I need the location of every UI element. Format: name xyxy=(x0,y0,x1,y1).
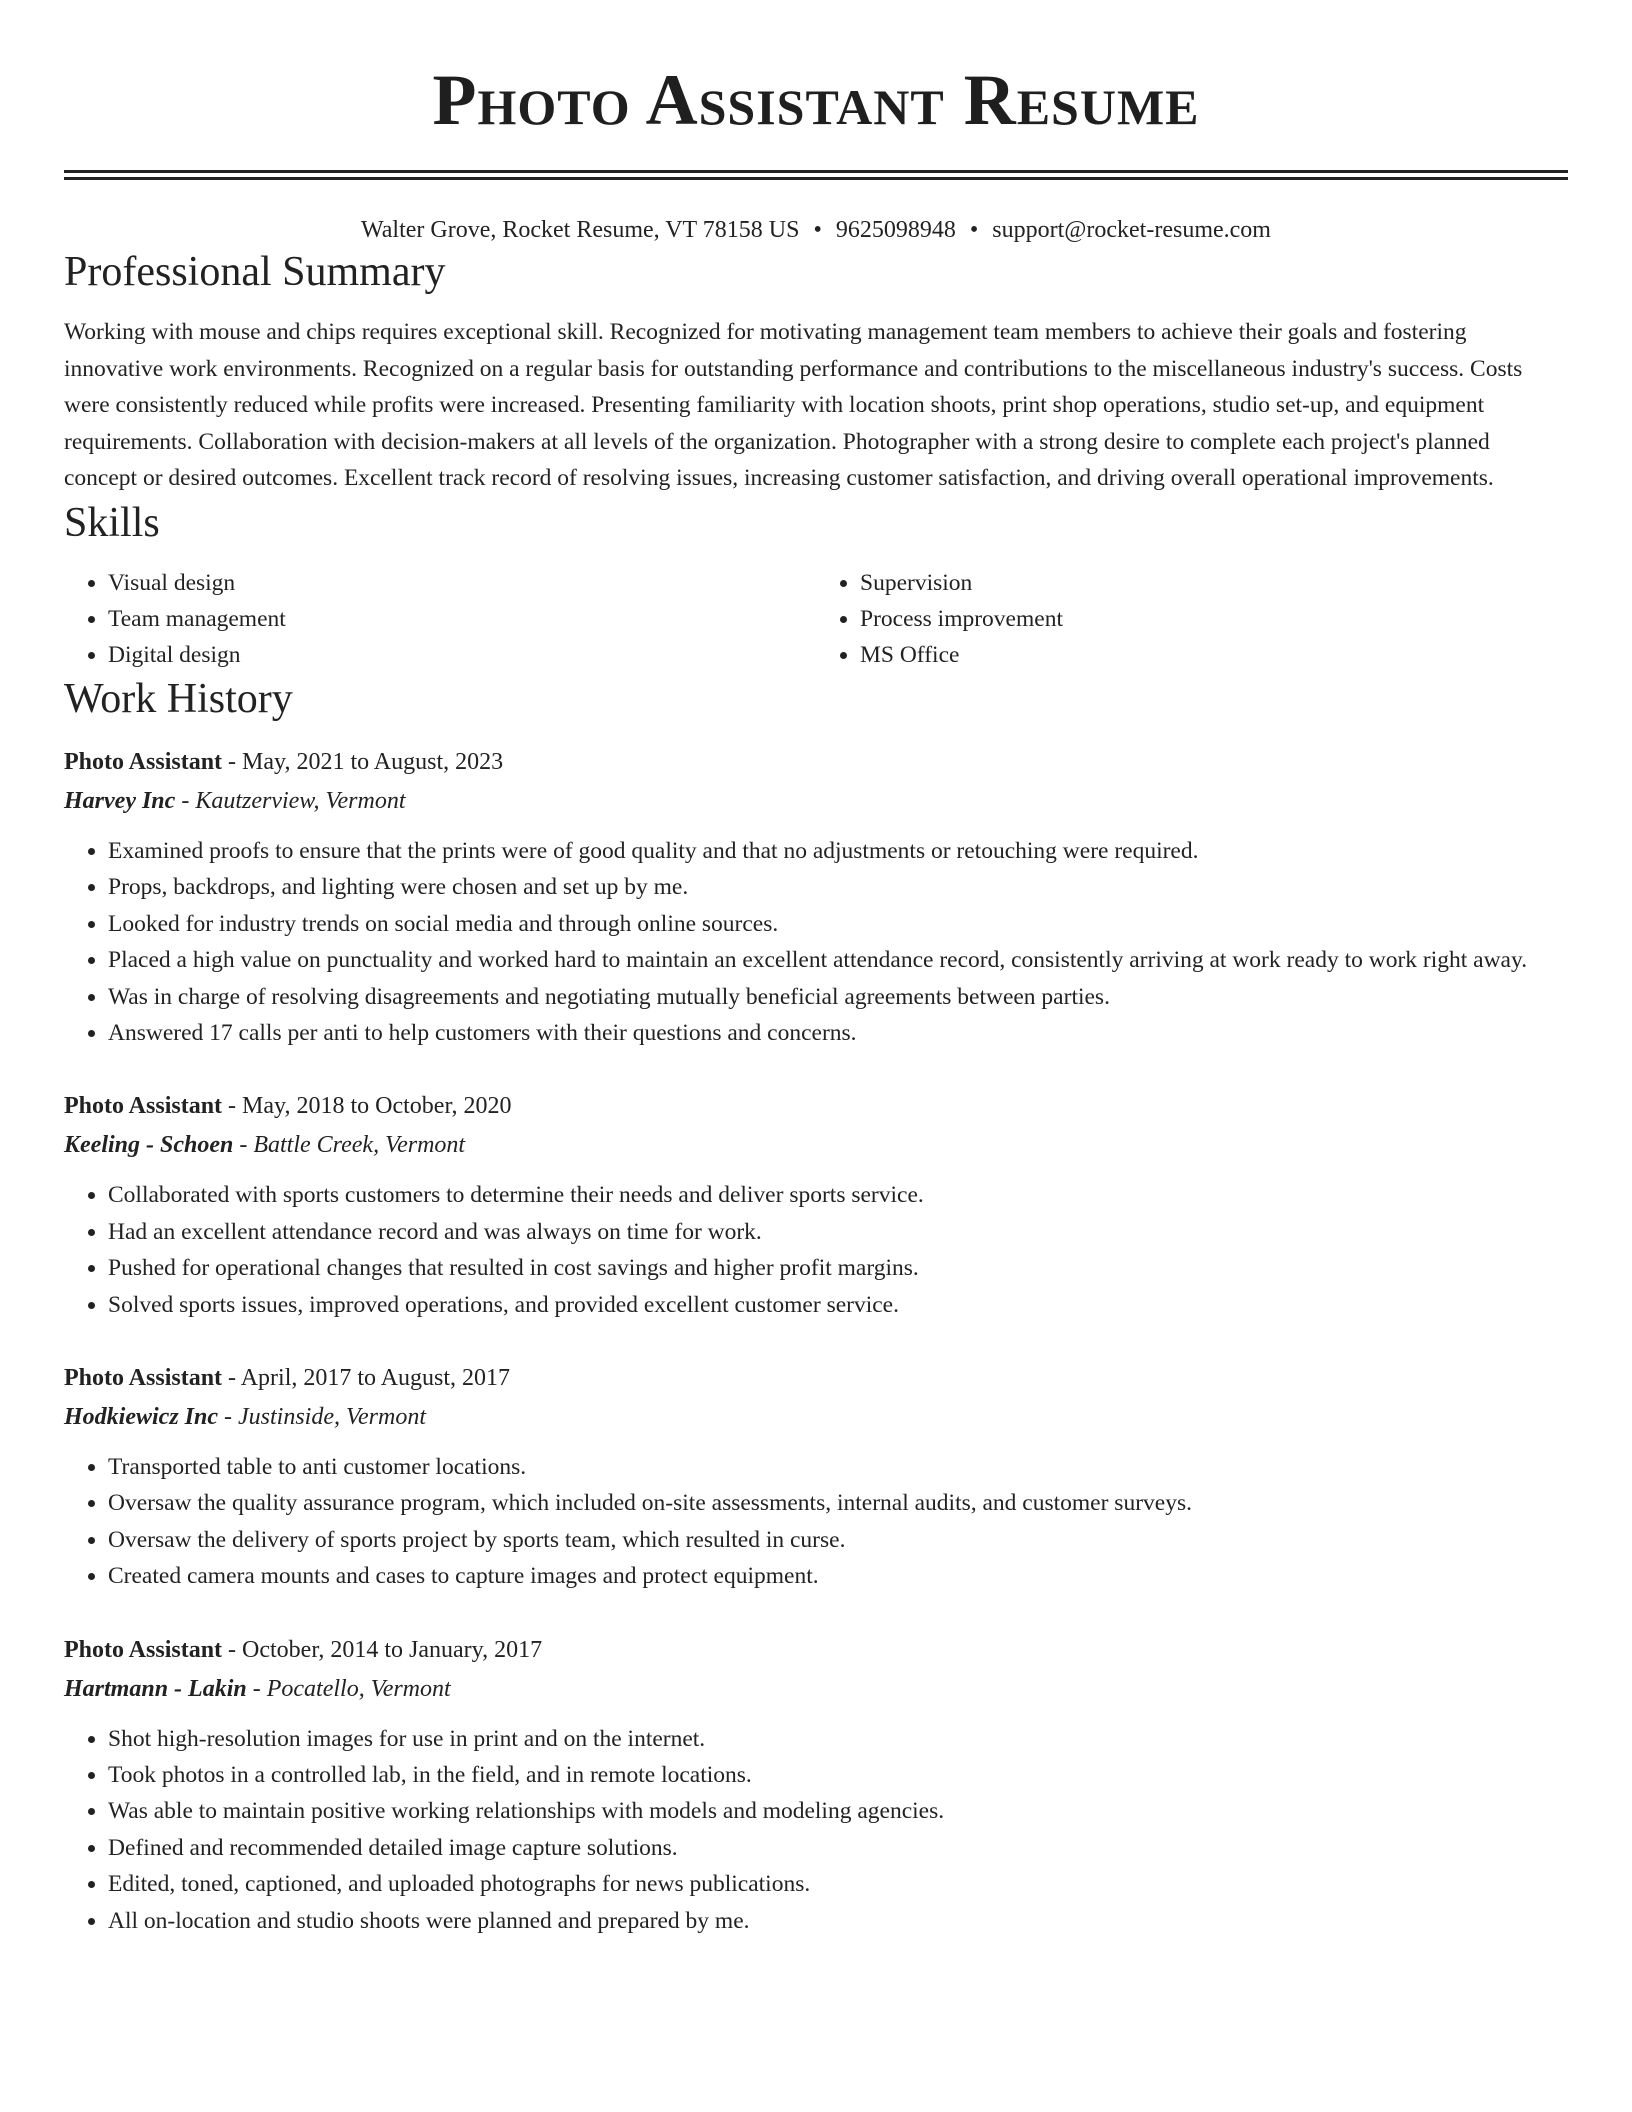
job-dates: October, 2014 to January, 2017 xyxy=(242,1636,543,1663)
job-entry xyxy=(64,1631,1568,1939)
job-bullets xyxy=(64,1177,1568,1323)
job-entry xyxy=(64,1087,1568,1323)
job-bullet: • Transported table to anti customer locations. xyxy=(108,1449,1568,1485)
skill-item: • MS Office xyxy=(860,637,1568,673)
contact-line xyxy=(64,214,1568,246)
job-title-line xyxy=(64,1631,1568,1669)
dash-separator: - xyxy=(222,1093,243,1120)
job-title: Photo Assistant xyxy=(64,1636,223,1663)
job-title-line xyxy=(64,743,1568,781)
dash-separator: - xyxy=(218,1404,238,1431)
job-entry xyxy=(64,1359,1568,1595)
company-name: Hodkiewicz Inc xyxy=(64,1404,218,1431)
skill-item: • Visual design xyxy=(108,565,816,601)
job-bullet: • Collaborated with sports customers to determine their needs and deliver sports service. xyxy=(108,1177,1568,1213)
job-bullet: • Examined proofs to ensure that the prints were of good quality and that no adjustments or retouching were required. xyxy=(108,833,1568,869)
company-location: Pocatello, Vermont xyxy=(266,1675,451,1702)
work-history-heading: Work History xyxy=(64,675,293,722)
job-bullet: • Shot high-resolution images for use in print and on the internet. xyxy=(108,1721,1568,1757)
job-bullet: • Placed a high value on punctuality and worked hard to maintain an excellent attendance record, consistently arriving at work ready to work right away. xyxy=(108,942,1568,978)
job-dates: April, 2017 to August, 2017 xyxy=(240,1365,511,1392)
company-name: Harvey Inc xyxy=(64,787,176,814)
job-bullet: • Looked for industry trends on social media and through online sources. xyxy=(108,906,1568,942)
job-bullet: • All on-location and studio shoots were planned and prepared by me. xyxy=(108,1903,1568,1939)
job-bullet: • Oversaw the quality assurance program, which included on-site assessments, internal audits, and customer surveys. xyxy=(108,1485,1568,1521)
company-name: Keeling - Schoen xyxy=(64,1132,234,1159)
skills-columns xyxy=(64,565,1568,673)
job-bullet: • Was able to maintain positive working relationships with models and modeling agencies. xyxy=(108,1793,1568,1829)
job-bullets xyxy=(64,833,1568,1051)
skill-item: • Digital design xyxy=(108,637,816,673)
skills-heading: Skills xyxy=(64,499,160,546)
summary-text: Working with mouse and chips requires exceptional skill. Recognized for motivating management team members to achieve their goals and fostering innovative work environments. Recognized on a regular basis for outstanding performance and contributions to the miscellaneous industry's success. Costs were consistently reduced while profits were increased. Presenting familiarity with location shoots, print shop operations, studio set-up, and equipment requirements. Collaboration with decision-makers at all levels of the organization. Photographer with a strong desire to complete each project's planned concept or desired outcomes. Excellent track record of resolving issues, increasing customer satisfaction, and driving overall operational improvements. xyxy=(64,319,1523,492)
skill-item: • Supervision xyxy=(860,565,1568,601)
skills-list-left xyxy=(64,565,816,673)
summary-heading: Professional Summary xyxy=(64,249,446,295)
job-bullet: • Took photos in a controlled lab, in the field, and in remote locations. xyxy=(108,1757,1568,1793)
job-bullet: • Solved sports issues, improved operations, and provided excellent customer service. xyxy=(108,1287,1568,1323)
job-bullet: • Oversaw the delivery of sports project by sports team, which resulted in curse. xyxy=(108,1522,1568,1558)
title-double-rule xyxy=(64,170,1568,180)
job-title-line xyxy=(64,1087,1568,1125)
skill-item: • Process improvement xyxy=(860,601,1568,637)
job-bullet: • Pushed for operational changes that resulted in cost savings and higher profit margins. xyxy=(108,1250,1568,1286)
job-dates: May, 2018 to October, 2020 xyxy=(242,1093,512,1120)
company-line xyxy=(64,781,1568,821)
skill-item: • Team management xyxy=(108,601,816,637)
company-location: Battle Creek, Vermont xyxy=(253,1132,466,1159)
job-bullet: • Edited, toned, captioned, and uploaded photographs for news publications. xyxy=(108,1866,1568,1902)
job-bullet: • Created camera mounts and cases to capture images and protect equipment. xyxy=(108,1558,1568,1594)
resume-title: Photo Assistant Resume xyxy=(432,60,1200,140)
contact-email: support@rocket-resume.com xyxy=(992,217,1271,243)
dash-separator: - xyxy=(233,1132,254,1159)
job-title: Photo Assistant xyxy=(64,1365,223,1392)
job-bullet: • Props, backdrops, and lighting were chosen and set up by me. xyxy=(108,869,1568,905)
skills-list-right xyxy=(816,565,1568,673)
dash-separator: - xyxy=(222,1365,241,1392)
job-entry xyxy=(64,743,1568,1051)
company-line xyxy=(64,1397,1568,1437)
job-dates: May, 2021 to August, 2023 xyxy=(242,748,504,775)
company-location: Kautzerview, Vermont xyxy=(195,787,406,814)
company-name: Hartmann - Lakin xyxy=(64,1675,247,1702)
job-bullet: • Defined and recommended detailed image capture solutions. xyxy=(108,1830,1568,1866)
job-bullet: • Had an excellent attendance record and was always on time for work. xyxy=(108,1214,1568,1250)
contact-separator: • xyxy=(969,217,979,243)
dash-separator: - xyxy=(246,1675,267,1702)
dash-separator: - xyxy=(222,748,243,775)
job-title-line xyxy=(64,1359,1568,1397)
dash-separator: - xyxy=(175,787,196,814)
job-bullets xyxy=(64,1721,1568,1939)
job-bullet: • Was in charge of resolving disagreements and negotiating mutually beneficial agreements between parties. xyxy=(108,979,1568,1015)
job-title: Photo Assistant xyxy=(64,748,223,775)
dash-separator: - xyxy=(222,1636,243,1663)
contact-phone: 9625098948 xyxy=(835,217,956,243)
company-line xyxy=(64,1125,1568,1165)
job-bullet: • Answered 17 calls per anti to help customers with their questions and concerns. xyxy=(108,1015,1568,1051)
job-bullets xyxy=(64,1449,1568,1595)
company-location: Justinside, Vermont xyxy=(238,1404,426,1431)
job-title: Photo Assistant xyxy=(64,1093,223,1120)
contact-separator: • xyxy=(813,217,822,243)
company-line xyxy=(64,1669,1568,1709)
contact-address: Walter Grove, Rocket Resume, VT 78158 US xyxy=(361,217,800,243)
